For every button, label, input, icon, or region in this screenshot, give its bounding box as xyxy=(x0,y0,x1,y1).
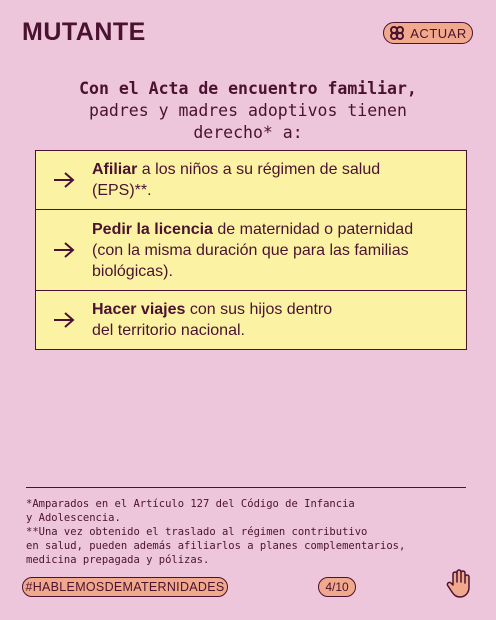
right-line: (con la misma duración que para las familias xyxy=(92,241,409,259)
divider xyxy=(26,487,466,488)
raised-hand-icon xyxy=(446,568,472,598)
intro-line-3: derecho* a: xyxy=(193,123,303,142)
footnote-line: medicina prepagada y pólizas. xyxy=(26,554,210,566)
footnote-line: y Adolescencia. xyxy=(26,512,121,524)
page-indicator xyxy=(318,577,356,597)
footnote-line: *Amparados en el Artículo 127 del Código de Infancia xyxy=(26,498,355,510)
intro-text xyxy=(30,78,466,144)
page-label: 4/10 xyxy=(325,580,349,594)
right-text xyxy=(92,219,423,282)
right-row xyxy=(36,151,466,210)
footnotes xyxy=(26,497,476,567)
right-row xyxy=(36,210,466,291)
arrow-right-icon xyxy=(36,311,92,329)
arrow-right-icon xyxy=(36,241,92,259)
intro-line-2: padres y madres adoptivos tienen xyxy=(89,101,407,120)
brand-logo: MUTANTE xyxy=(22,18,146,46)
hashtag-badge[interactable] xyxy=(22,577,228,597)
intro-line-1: Con el Acta de encuentro familiar, xyxy=(79,79,417,98)
right-text xyxy=(92,299,342,341)
footnote-line: en salud, pueden además afiliarlos a planes complementarios, xyxy=(26,540,406,552)
right-line: de maternidad o paternidad xyxy=(212,220,414,238)
knot-icon xyxy=(389,25,405,41)
right-row xyxy=(36,291,466,349)
right-line: a los niños a su régimen de salud xyxy=(137,161,381,178)
right-text xyxy=(92,159,390,201)
right-line: biológicas). xyxy=(92,262,173,280)
actuar-label: ACTUAR xyxy=(410,25,467,41)
footnote-line: **Una vez obtenido el traslado al régimen contributivo xyxy=(26,526,368,538)
rights-table xyxy=(35,150,467,350)
right-bold: Pedir la licencia xyxy=(92,220,213,238)
arrow-right-icon xyxy=(36,171,92,189)
hashtag-label: #HABLEMOSDEMATERNIDADES xyxy=(25,580,225,594)
right-line: (EPS)**. xyxy=(92,182,152,199)
right-bold: Afiliar xyxy=(92,161,138,178)
right-line: con sus hijos dentro xyxy=(185,301,333,318)
actuar-button[interactable] xyxy=(383,22,473,44)
right-line: del territorio nacional. xyxy=(92,322,245,339)
right-bold: Hacer viajes xyxy=(92,301,186,318)
